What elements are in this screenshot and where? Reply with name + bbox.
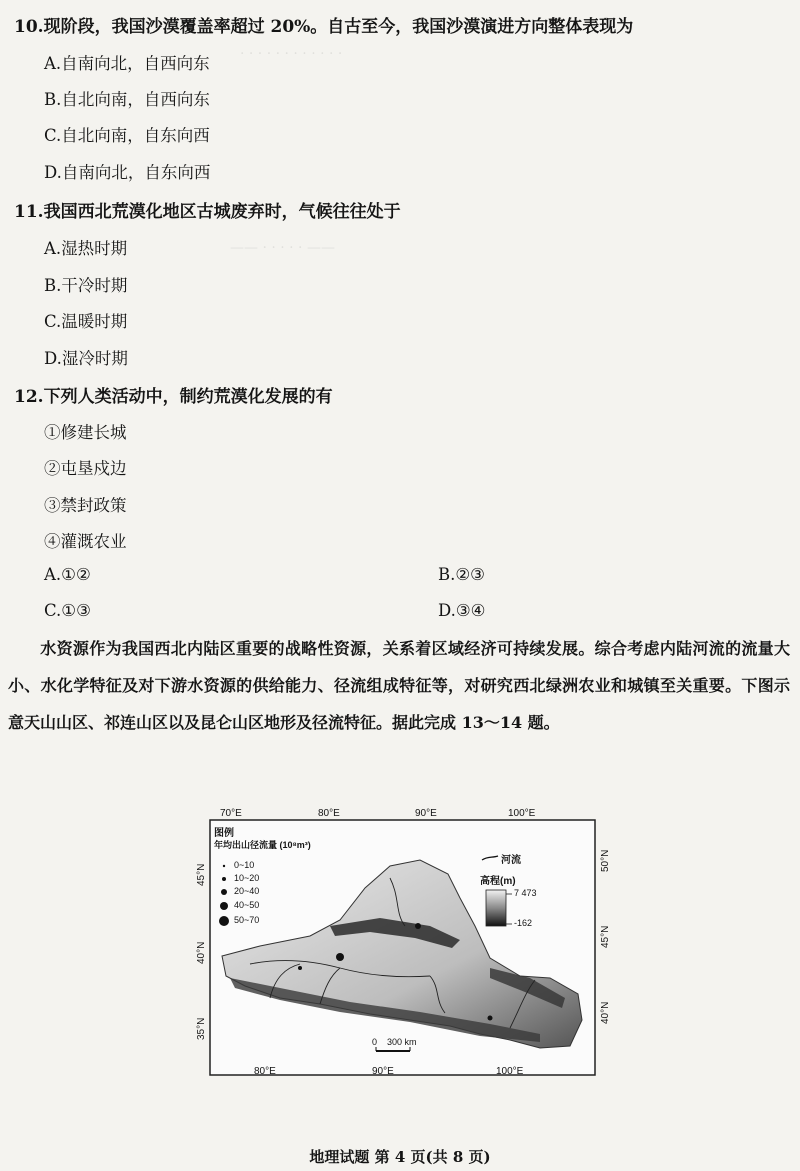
legend-dot-20-40 [221,889,227,895]
runoff-dot [336,953,344,961]
runoff-class-20-40: 20~40 [234,886,260,896]
question-10-stem: 10.现阶段，我国沙漠覆盖率超过 20%。自古至今，我国沙漠演进方向整体表现为 [14,17,634,37]
legend-dot-40-50 [220,902,228,910]
bottom-lon-100: 100°E [496,1066,524,1077]
runoff-title: 年均出山径流量 (10⁸m³) [214,840,311,850]
top-lon-100: 100°E [508,808,536,819]
runoff-class-0-10: 0~10 [234,860,255,870]
left-lat-35: 35°N [196,1017,207,1040]
elevation-max: 7 473 [514,888,537,898]
q12-item-1: ①修建长城 [44,423,127,442]
top-lon-70: 70°E [220,808,242,819]
terrain-runoff-map [190,808,620,1078]
passage-13-14: 水资源作为我国西北内陆区重要的战略性资源，关系着区域经济可持续发展。综合考虑内陆河流的流量大小、水化学特征及对下游水资源的供给能力、径流组成特征等，对研究西北绿洲农业和城镇至关重要。下图示意天山山区、祁连山区以及昆仑山区地形及径流特征。据此完成 13～14 题。 [8,639,790,732]
top-lon-80: 80°E [318,808,340,819]
legend-dot-50-70 [219,916,229,926]
q10-option-b: B.自北向南，自西向东 [44,90,210,109]
bleed-through-text: —— · · · · · —— [230,240,335,256]
q11-option-d: D.湿冷时期 [44,349,128,368]
q10-option-c: C.自北向南，自东向西 [44,126,210,145]
right-lat-50: 50°N [600,849,611,872]
runoff-dot [415,923,421,929]
legend-dot-0-10 [223,865,225,867]
q12-option-a: A.①② [44,565,91,584]
q12-item-2: ②屯垦戍边 [44,459,127,478]
elevation-title: 高程(m) [480,876,516,887]
runoff-dot [488,1016,493,1021]
bottom-lon-80: 80°E [254,1066,276,1077]
runoff-class-50-70: 50~70 [234,915,260,925]
runoff-dot [298,966,302,970]
left-lat-45: 45°N [196,863,207,886]
question-11-stem: 11.我国西北荒漠化地区古城废弃时，气候往往处于 [14,202,401,222]
q12-option-c: C.①③ [44,601,91,620]
legend-title: 图例 [214,828,234,839]
bottom-lon-90: 90°E [372,1066,394,1077]
left-lat-40: 40°N [196,941,207,964]
q12-item-3: ③禁封政策 [44,496,127,515]
q11-option-a: A.湿热时期 [44,239,128,258]
q11-option-c: C.温暖时期 [44,312,128,331]
elevation-min: -162 [514,918,533,928]
q12-option-b: B.②③ [438,565,485,584]
q10-option-a: A.自南向北，自西向东 [44,54,210,73]
right-lat-45: 45°N [600,925,611,948]
scale-label: 0 300 km [372,1037,417,1047]
river-legend-label: 河流 [501,855,521,866]
right-lat-40: 40°N [600,1001,611,1024]
top-lon-90: 90°E [415,808,437,819]
q10-option-d: D.自南向北，自东向西 [44,163,211,182]
page-footer: 地理试题 第 4 页(共 8 页) [309,1148,491,1166]
q12-item-4: ④灌溉农业 [44,532,127,551]
runoff-class-40-50: 40~50 [234,900,260,910]
bleed-through-text: · · · · · · · · · · · · [240,46,343,62]
q11-option-b: B.干冷时期 [44,276,128,295]
runoff-class-10-20: 10~20 [234,873,260,883]
elevation-bar [486,890,506,926]
q12-option-d: D.③④ [438,601,486,620]
question-12-stem: 12.下列人类活动中，制约荒漠化发展的有 [14,387,333,407]
legend-dot-10-20 [222,877,226,881]
